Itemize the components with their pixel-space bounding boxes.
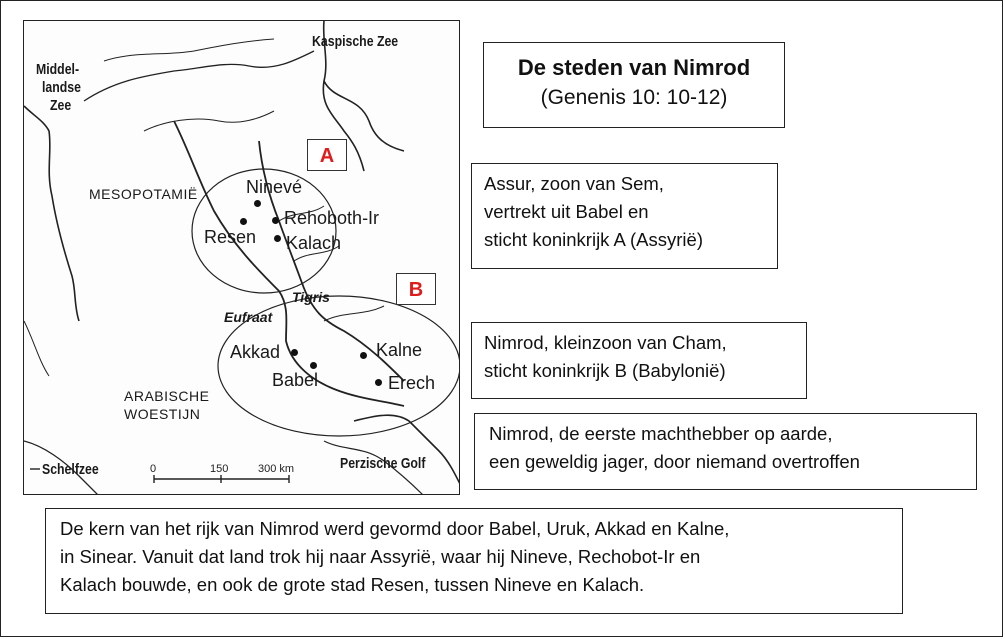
kingdom-a-marker: A — [307, 139, 347, 171]
summary-line-1: De kern van het rijk van Nimrod werd gevormd door Babel, Uruk, Akkad en Kalne, — [60, 518, 730, 539]
city-kalach: Kalach — [286, 233, 342, 253]
city-dot-nineve — [254, 200, 261, 207]
label-perzische-golf: Perzische Golf — [340, 455, 426, 472]
city-dot-erech — [375, 379, 382, 386]
persian-gulf-coast — [354, 415, 460, 486]
euphrates-river — [174, 121, 404, 406]
city-dot-rehoboth-ir — [272, 217, 279, 224]
label-middellandse-zee-1: Middel- — [36, 61, 80, 78]
info-nimrod-line-2: een geweldig jager, door niemand overtroffen — [489, 451, 860, 472]
scale-label-150: 150 — [210, 463, 229, 475]
map-panel — [23, 20, 460, 495]
label-kaspische-zee: Kaspische Zee — [312, 33, 399, 50]
city-dot-kalach — [274, 235, 281, 242]
city-resen: Resen — [204, 227, 257, 247]
city-dot-kalne — [360, 352, 367, 359]
levant-coast — [24, 106, 79, 321]
page-title: De steden van Nimrod — [517, 55, 751, 80]
info-a-line-1: Assur, zoon van Sem, — [484, 173, 664, 194]
city-akkad: Akkad — [230, 342, 281, 362]
city-rehoboth-ir: Rehoboth-Ir — [284, 208, 380, 228]
info-b-line-1: Nimrod, kleinzoon van Cham, — [484, 332, 727, 353]
city-erech: Erech — [388, 373, 436, 393]
scale-label-0: 0 — [150, 463, 157, 475]
info-box-nimrod — [474, 413, 977, 490]
city-dot-resen — [240, 218, 247, 225]
summary-box — [45, 508, 903, 614]
label-middellandse-zee-3: Zee — [50, 97, 72, 114]
kingdom-b-marker: B — [396, 273, 436, 305]
map-drawing — [24, 21, 460, 495]
label-woestijn: WOESTIJN — [124, 406, 201, 422]
label-mesopotamie: MESOPOTAMIË — [89, 186, 198, 202]
city-dot-babel — [310, 362, 317, 369]
page-subtitle: (Genenis 10: 10-12) — [540, 86, 728, 109]
label-middellandse-zee-2: landse — [42, 79, 81, 96]
summary-line-2: in Sinear. Vanuit dat land trok hij naar Assyrië, waar hij Nineve, Rechobot-Ir en — [60, 546, 701, 567]
city-dot-akkad — [291, 349, 298, 356]
city-nineve: Ninevé — [246, 177, 303, 197]
info-b-line-2: sticht koninkrijk B (Babylonië) — [484, 360, 726, 381]
title-box — [483, 42, 785, 128]
info-box-kingdom-b — [471, 322, 807, 399]
label-schelfzee: Schelfzee — [42, 461, 99, 478]
info-nimrod-line-1: Nimrod, de eerste machthebber op aarde, — [489, 423, 833, 444]
scale-bar — [154, 475, 289, 483]
city-babel: Babel — [272, 370, 319, 390]
label-eufraat: Eufraat — [224, 309, 273, 325]
info-a-line-2: vertrekt uit Babel en — [484, 201, 649, 222]
label-arabische: ARABISCHE — [124, 388, 210, 404]
info-box-kingdom-a — [471, 163, 778, 269]
scale-label-300: 300 km — [258, 463, 295, 475]
info-a-line-3: sticht koninkrijk A (Assyrië) — [484, 229, 703, 250]
summary-line-3: Kalach bouwde, en ook de grote stad Resen, tussen Nineve en Kalach. — [60, 574, 645, 595]
label-tigris: Tigris — [292, 289, 330, 305]
city-kalne: Kalne — [376, 340, 423, 360]
